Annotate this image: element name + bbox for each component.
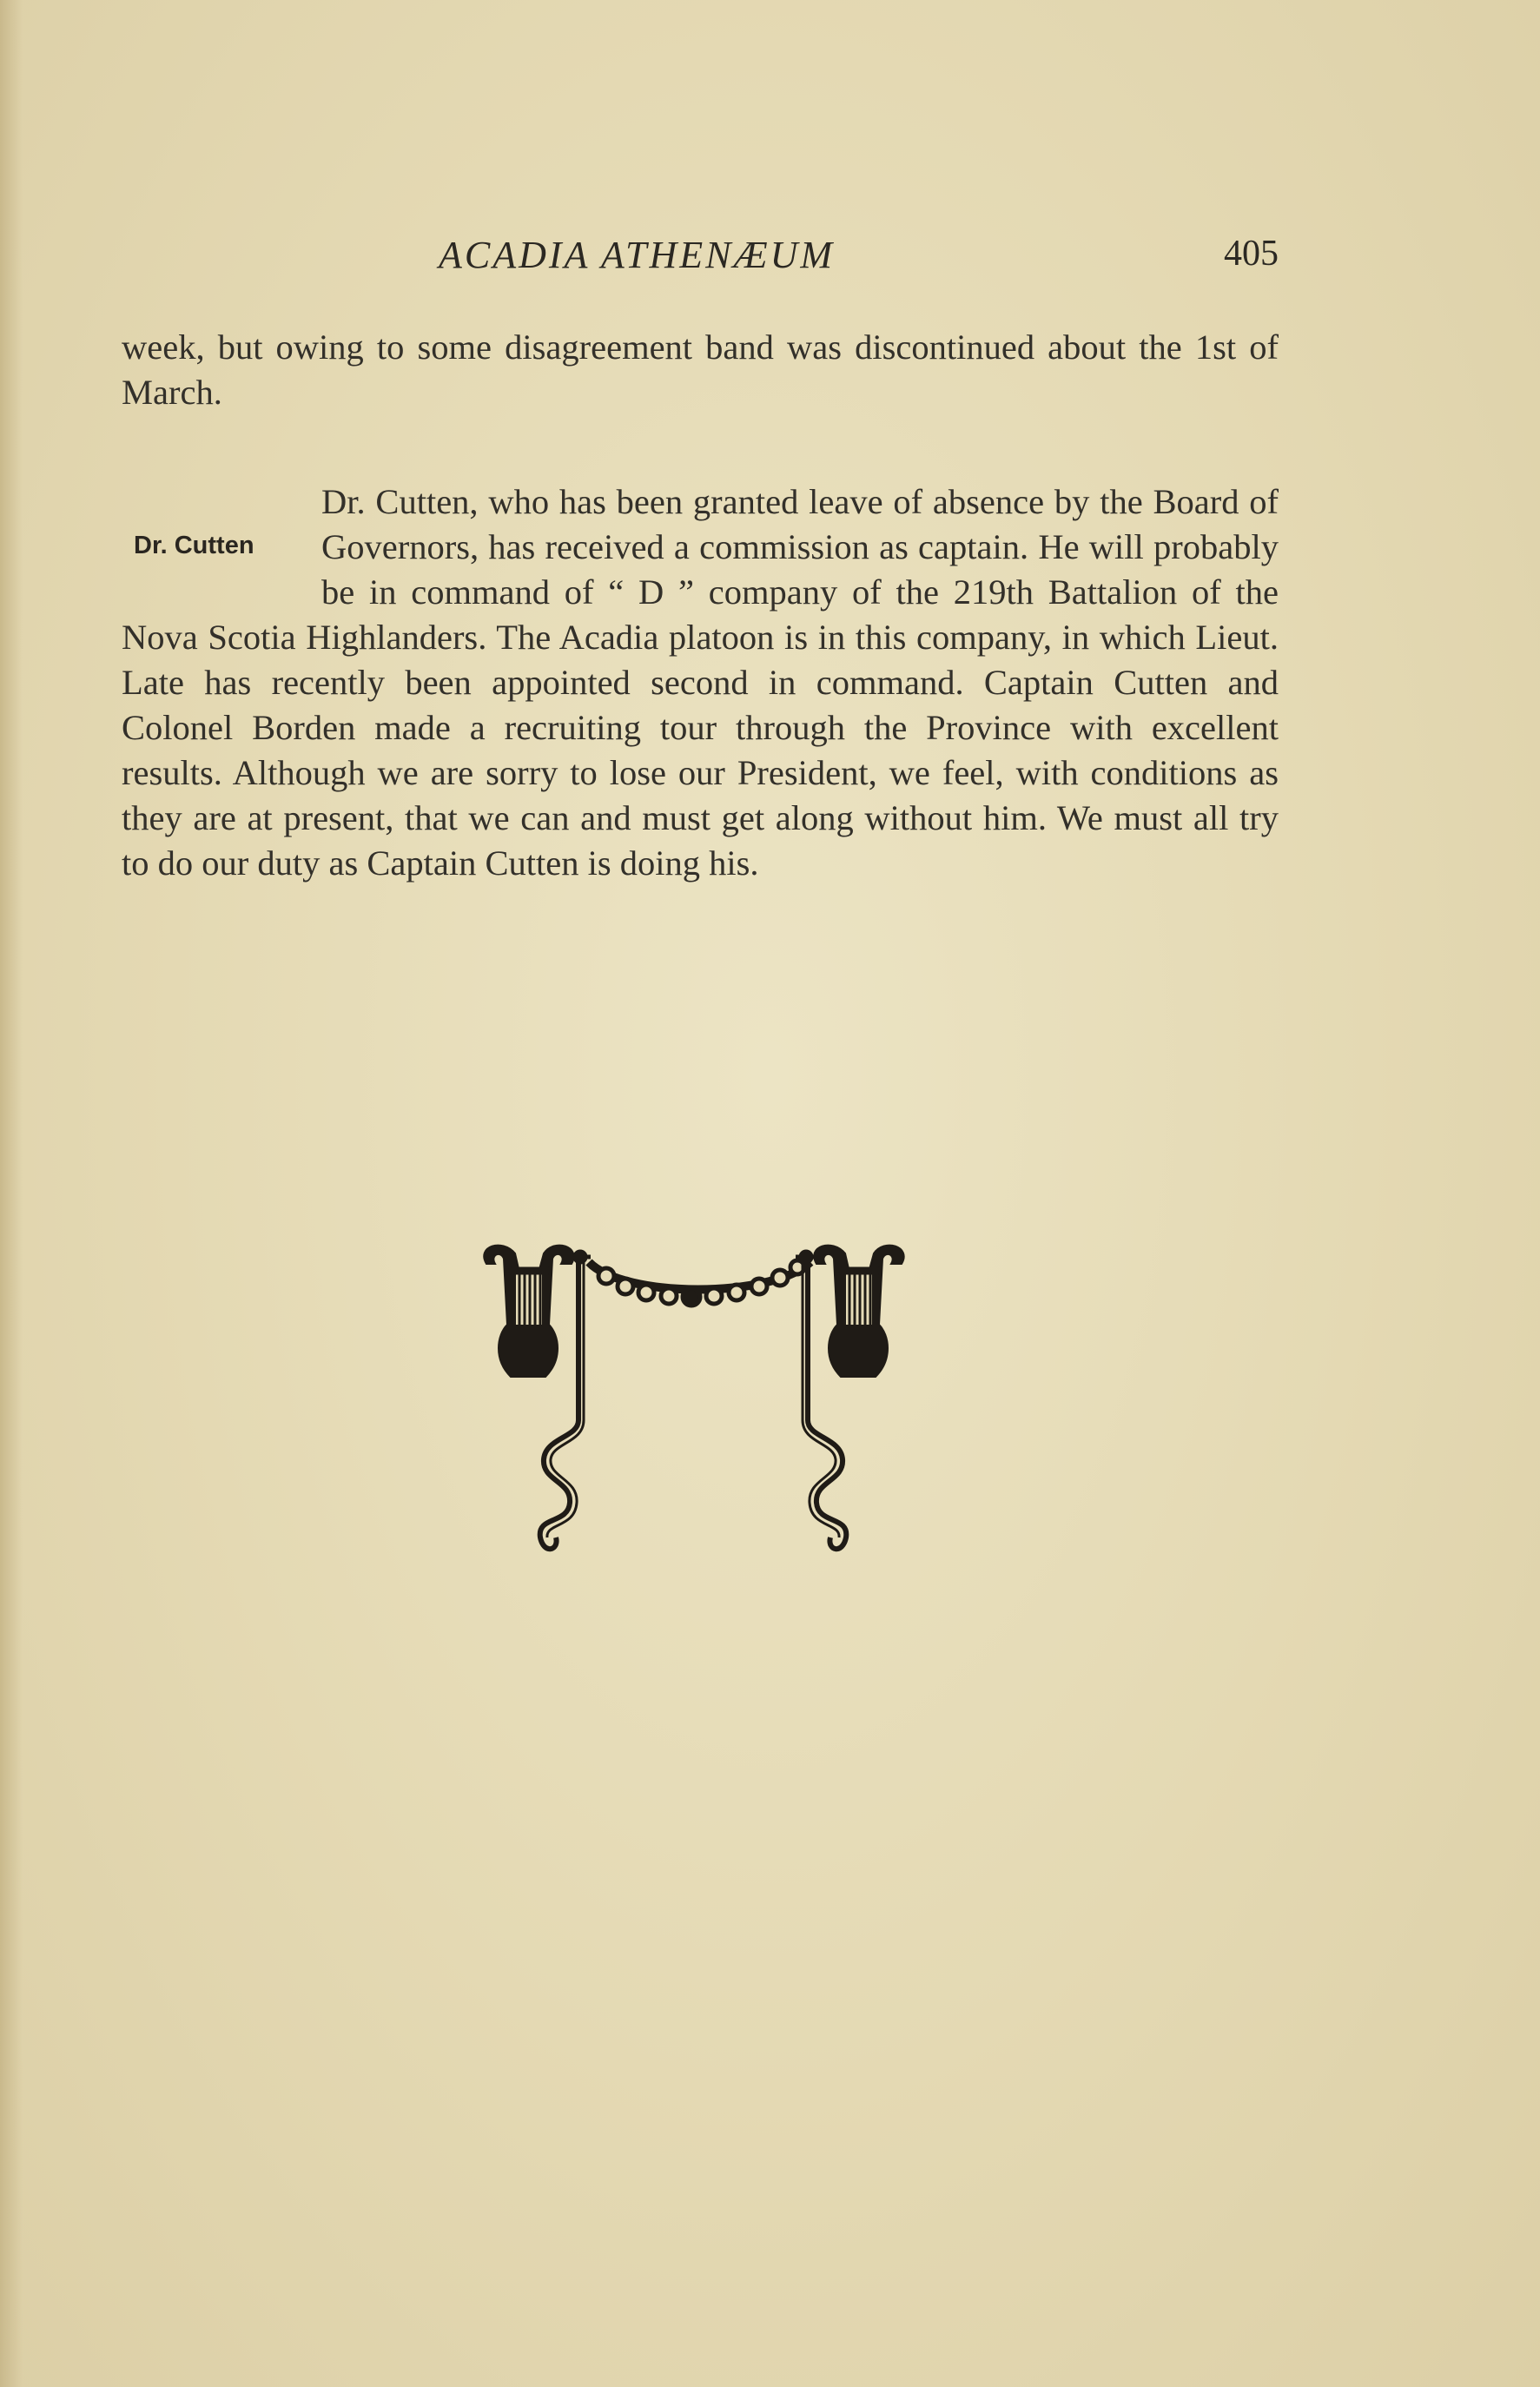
- paragraph-dr-cutten-text: Dr. Cutten, who has been granted leave of absence by the Board of Governors, has received a commission as captain. He will probably be in command of “ D ” company of the 219th Battalion of the Nova Scotia Highlanders. The Acadia platoon is in this company, in which Lieut. Late has recently been appointed second in command. Captain Cutten and Colonel Borden made a recruiting tour through the Province with excellent results. Although we are sorry to lose our President, we feel, with conditions as they are at present, that we can and must get along without him. We must all try to do our duty as Captain Cutten is doing his.: [122, 482, 1279, 883]
- side-note-spacer: [122, 479, 321, 615]
- garland: [589, 1260, 810, 1306]
- page-number: 405: [1224, 234, 1279, 274]
- running-head: [122, 233, 1279, 294]
- left-lyre-icon: [484, 1246, 591, 1377]
- lyre-pair-ornament-icon: [476, 1238, 928, 1568]
- paragraph-dr-cutten: [122, 479, 1279, 886]
- page-edge-shadow: [0, 0, 23, 2387]
- paragraph-band-continuation: week, but owing to some disagreement band was discontinued about the 1st of March.: [122, 327, 1279, 412]
- side-note-dr-cutten: Dr. Cutten: [134, 532, 254, 559]
- journal-title: ACADIA ATHENÆUM: [439, 234, 836, 276]
